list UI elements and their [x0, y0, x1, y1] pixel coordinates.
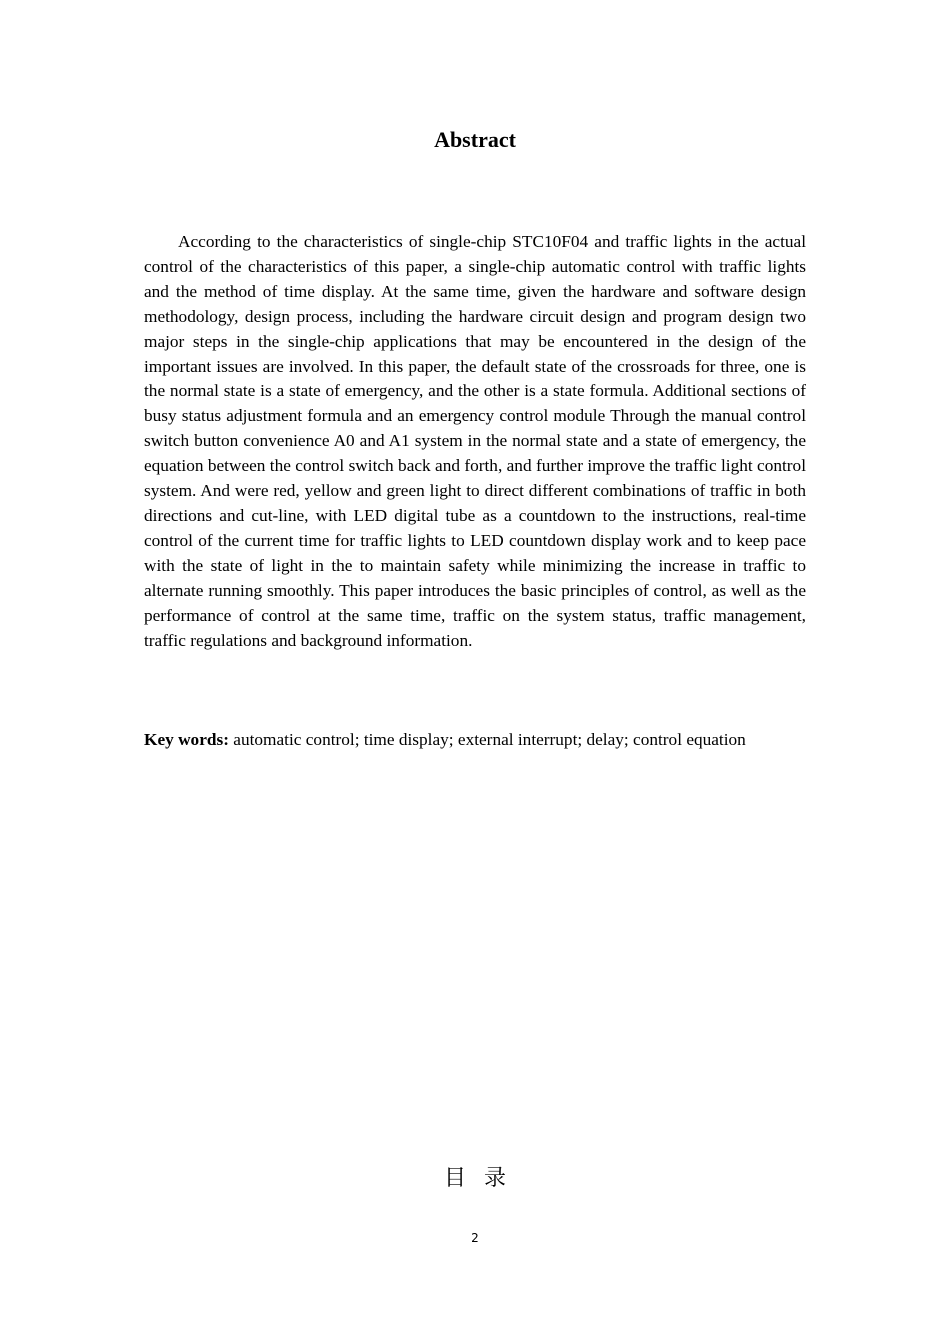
abstract-body: According to the characteristics of single-chip STC10F04 and traffic lights in the actual control of the characteristics of this paper, a single-chip automatic control with traffic lights and the method of time display. At the same time, given the hardware and software design methodology, design process, including the hardware circuit design and program design two major steps in the single-chip applications that may be encountered in the design of the important issues are involved. In this paper, the default state of the crossroads for three, one is the normal state is a state of emergency, and the other is a state formula. Additional sections of busy status adjustment formula and an emergency control module Through the manual control switch button convenience A0 and A1 system in the normal state and a state of emergency, the equation between the control switch back and forth, and further improve the traffic light control system. And were red, yellow and green light to direct different combinations of traffic in both directions and cut-line, with LED digital tube as a countdown to the instructions, real-time control of the current time for traffic lights to LED countdown display work and to keep pace with the state of light in the to maintain safety while minimizing the increase in traffic to alternate running smoothly. This paper introduces the basic principles of control, as well as the performance of control at the same time, traffic on the system status, traffic management, traffic regulations and background information.	[144, 232, 806, 650]
toc-heading: 目录	[443, 1166, 524, 1191]
page-number: 2	[471, 1231, 479, 1245]
keywords-text: automatic control; time display; external interrupt; delay; control equation	[233, 730, 746, 749]
abstract-title: Abstract	[434, 127, 516, 152]
keywords-paragraph	[144, 728, 806, 753]
keywords-label: Key words:	[144, 730, 229, 749]
